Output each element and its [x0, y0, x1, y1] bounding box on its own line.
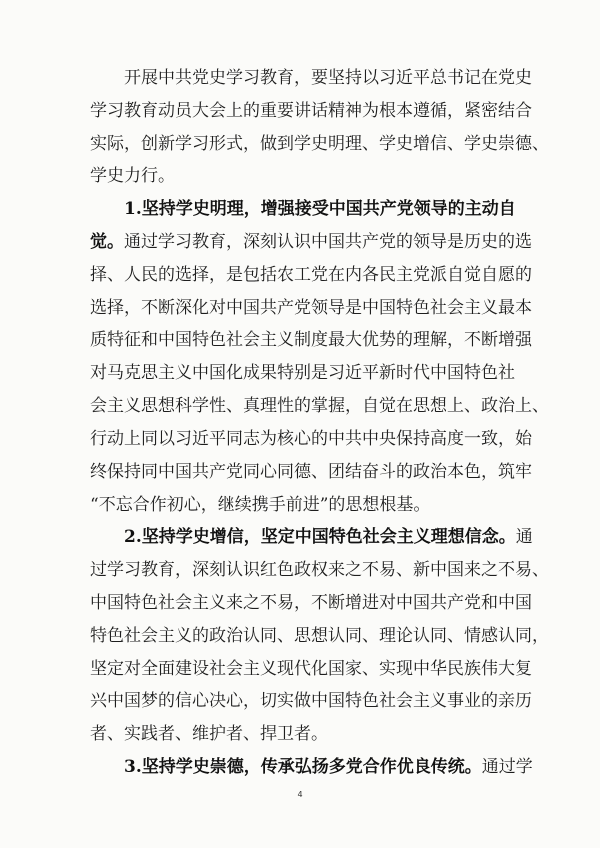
section-3-heading: 3.坚持学史崇德，传承弘扬多党合作优良传统。	[124, 757, 482, 777]
section-2-line-1	[124, 522, 533, 552]
intro-line-2: 学习教育动员大会上的重要讲话精神为根本遵循，紧密结合	[90, 101, 532, 121]
section-1-line-4: 选择，不断深化对中国共产党领导是中国特色社会主义最本	[90, 298, 532, 318]
section-1-line-2-text: 通过学习教育，深刻认识中国共产党的领导是历史的选	[124, 232, 532, 252]
section-3-line-1-text: 通过学	[481, 757, 533, 777]
intro-line-1: 开展中共党史学习教育，要坚持以习近平总书记在党史	[124, 68, 532, 88]
section-1-line-3: 择、人民的选择，是包括农工党在内各民主党派自觉自愿的	[90, 265, 532, 285]
intro-line-4: 学史力行。	[90, 166, 175, 186]
section-1-heading: 1.坚持学史明理，增强接受中国共产党领导的主动自	[124, 199, 516, 219]
section-1-line-6: 对马克思主义中国化成果特别是习近平新时代中国特色社	[90, 363, 515, 383]
intro-line-3: 实际，创新学习形式，做到学史明理、学史增信、学史崇德、	[90, 134, 549, 154]
section-1-line-2	[90, 227, 532, 257]
section-2-line-7: 者、实践者、维护者、捍卫者。	[90, 724, 328, 744]
section-3-line-1	[124, 752, 533, 782]
section-2-line-5: 坚定对全面建设社会主义现代化国家、实现中华民族伟大复	[90, 659, 532, 679]
page-number: 4	[297, 790, 303, 799]
section-1-line-10: “不忘合作初心，继续携手前进”的思想根基。	[90, 495, 431, 515]
section-2-line-6: 兴中国梦的信心决心，切实做中国特色社会主义事业的亲历	[90, 691, 532, 711]
section-2-line-1-text: 通	[515, 527, 533, 547]
section-2-heading: 2.坚持学史增信，坚定中国特色社会主义理想信念。	[124, 527, 516, 547]
section-1-line-8: 行动上同以习近平同志为核心的中共中央保持高度一致，始	[90, 429, 532, 449]
section-1-line-9: 终保持同中国共产党同心同德、团结奋斗的政治本色，筑牢	[90, 462, 532, 482]
section-2-line-2: 过学习教育，深刻认识红色政权来之不易、新中国来之不易、	[90, 560, 549, 580]
section-1-line-5: 质特征和中国特色社会主义制度最大优势的理解，不断增强	[90, 330, 532, 350]
section-2-line-4: 特色社会主义的政治认同、思想认同、理论认同、情感认同，	[90, 626, 549, 646]
section-1-line-7: 会主义思想科学性、真理性的掌握，自觉在思想上、政治上、	[90, 396, 549, 416]
section-2-line-3: 中国特色社会主义来之不易，不断增进对中国共产党和中国	[90, 593, 532, 613]
section-1-heading-end: 觉。	[90, 232, 124, 252]
